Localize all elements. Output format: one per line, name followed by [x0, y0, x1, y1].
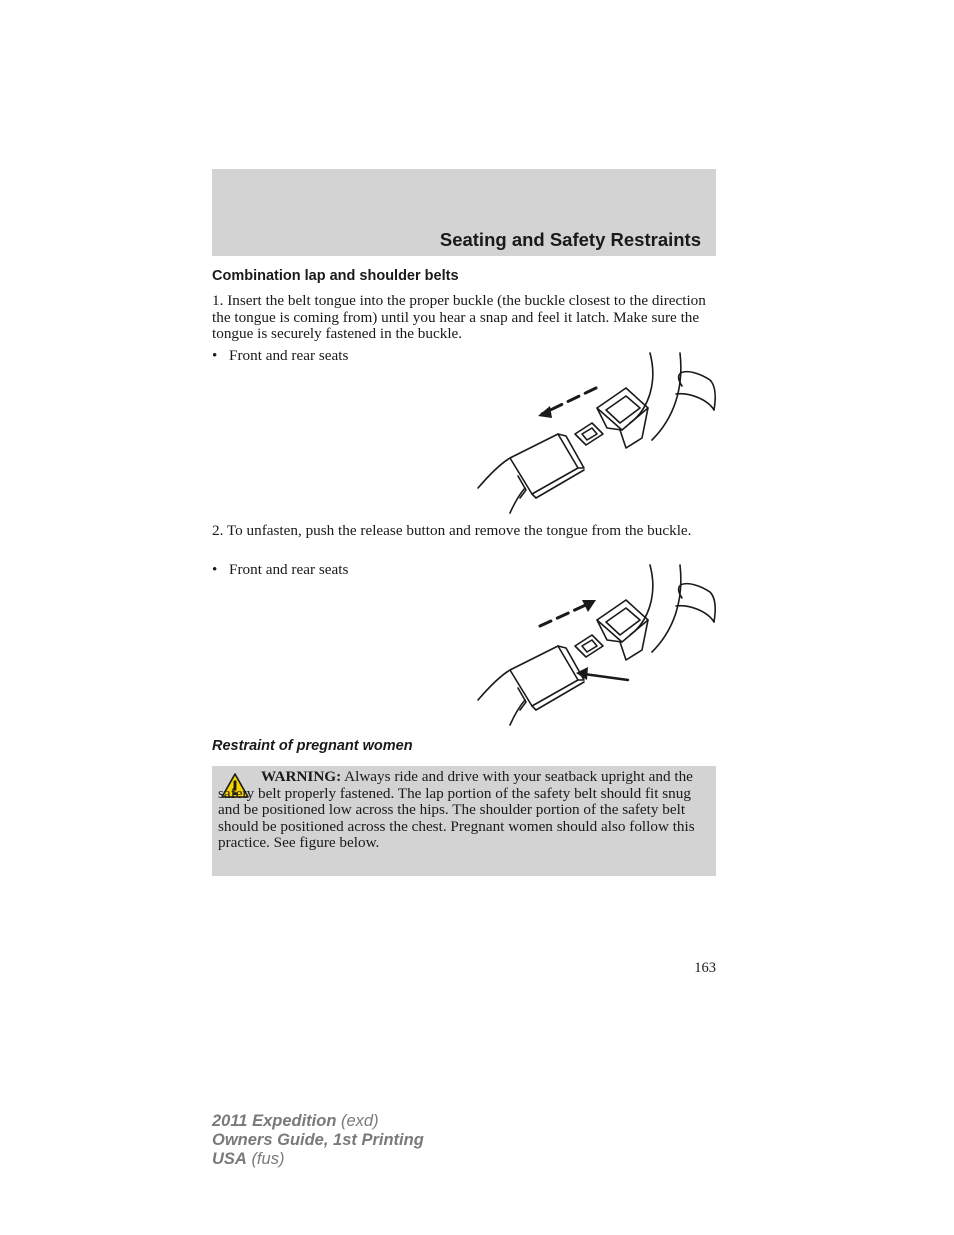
page-number: 163 [694, 960, 716, 976]
warning-body: Always ride and drive with your seatback upright and the safety belt properly fastened. The lap portion of the safety belt should fit snug and be positioned low across the hips. The shoulder portion of the safety belt should be positioned across the chest. Pregnant women should also follow this practice. See figure below. [218, 768, 695, 851]
footer-line-guide: Owners Guide, 1st Printing [212, 1131, 424, 1149]
footer-line-model: 2011 Expedition (exd) [212, 1112, 379, 1130]
warning-label: WARNING: [261, 768, 342, 785]
page-title: Seating and Safety Restraints [439, 229, 701, 250]
belt-fasten-illustration [470, 348, 720, 518]
bullet-text: Front and rear seats [229, 561, 349, 578]
instruction-step-2: 2. To unfasten, push the release button and remove the tongue from the buckle. [212, 522, 692, 539]
footer-line-market: USA (fus) [212, 1150, 285, 1168]
section-header-band [212, 169, 716, 256]
section-heading-lap-shoulder-belts: Combination lap and shoulder belts [212, 268, 459, 284]
bullet-icon: • [212, 561, 218, 578]
instruction-step-1: 1. Insert the belt tongue into the proper buckle (the buckle closest to the direction the tongue is coming from) until you hear a snap and feel it latch. Make sure the tongue is securely fastened in the buckle. [212, 292, 706, 343]
belt-release-illustration [470, 560, 720, 730]
section-heading-pregnant-women: Restraint of pregnant women [212, 738, 413, 754]
bullet-item-2 [212, 562, 348, 579]
arrow-left-icon [538, 406, 552, 418]
document-footer [212, 1112, 424, 1169]
warning-text [218, 769, 704, 852]
bullet-text: Front and rear seats [229, 347, 349, 364]
warning-box [212, 766, 716, 876]
bullet-icon: • [212, 347, 218, 364]
bullet-item-1 [212, 348, 348, 365]
